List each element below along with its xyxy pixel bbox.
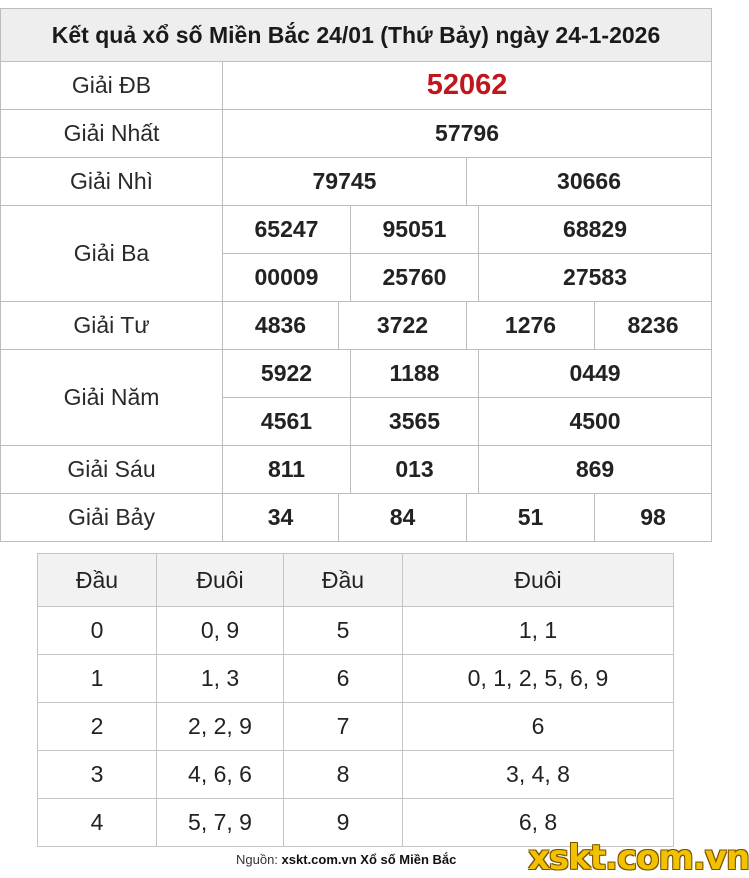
prize-number: 34 [223, 494, 339, 542]
prize-label-nhi: Giải Nhì [1, 158, 223, 206]
prize-number: 811 [223, 446, 351, 494]
duoi-cell: 2, 2, 9 [157, 703, 284, 751]
table-row [38, 607, 674, 655]
prize-number: 4500 [479, 398, 712, 446]
source-site: xskt.com.vn Xổ số Miền Bắc [281, 852, 457, 867]
prize-number: 3722 [339, 302, 467, 350]
dau-cell: 8 [284, 751, 403, 799]
dau-duoi-body [38, 607, 674, 847]
special-prize-number: 52062 [223, 62, 712, 110]
table-row [38, 655, 674, 703]
prize-row-ba [1, 206, 712, 254]
duoi-cell: 3, 4, 8 [403, 751, 674, 799]
prize-number: 4561 [223, 398, 351, 446]
duoi-cell: 6, 8 [403, 799, 674, 847]
duoi-cell: 4, 6, 6 [157, 751, 284, 799]
column-header-dau: Đầu [38, 554, 157, 607]
dau-cell: 9 [284, 799, 403, 847]
prize-row-bay [1, 494, 712, 542]
dau-cell: 5 [284, 607, 403, 655]
dau-duoi-header-row [38, 554, 674, 607]
prize-label-bay: Giải Bảy [1, 494, 223, 542]
results-table [0, 8, 712, 542]
prize-label-sau: Giải Sáu [1, 446, 223, 494]
prize-number: 27583 [479, 254, 712, 302]
dau-cell: 7 [284, 703, 403, 751]
prize-row-nam [1, 350, 712, 398]
prize-number: 30666 [467, 158, 712, 206]
dau-duoi-table [37, 553, 674, 847]
prize-row-tu [1, 302, 712, 350]
duoi-cell: 0, 9 [157, 607, 284, 655]
prize-number: 1276 [467, 302, 595, 350]
column-header-duoi: Đuôi [403, 554, 674, 607]
dau-cell: 1 [38, 655, 157, 703]
duoi-cell: 1, 1 [403, 607, 674, 655]
table-row [38, 751, 674, 799]
prize-number: 68829 [479, 206, 712, 254]
dau-cell: 3 [38, 751, 157, 799]
prize-number: 98 [595, 494, 712, 542]
column-header-duoi: Đuôi [157, 554, 284, 607]
prize-label-ba: Giải Ba [1, 206, 223, 302]
prize-number: 8236 [595, 302, 712, 350]
prize-label-nam: Giải Năm [1, 350, 223, 446]
title-row [1, 9, 712, 62]
source-prefix: Nguồn: [236, 852, 278, 867]
dau-cell: 6 [284, 655, 403, 703]
prize-number: 65247 [223, 206, 351, 254]
prize-number: 1188 [351, 350, 479, 398]
dau-cell: 0 [38, 607, 157, 655]
table-row [38, 703, 674, 751]
dau-cell: 4 [38, 799, 157, 847]
prize-row-nhat [1, 110, 712, 158]
prize-row-nhi [1, 158, 712, 206]
prize-number: 5922 [223, 350, 351, 398]
prize-number: 869 [479, 446, 712, 494]
duoi-cell: 0, 1, 2, 5, 6, 9 [403, 655, 674, 703]
prize-number: 79745 [223, 158, 467, 206]
prize-row-sau [1, 446, 712, 494]
duoi-cell: 6 [403, 703, 674, 751]
brand-logo: xskt.com.vn [528, 838, 749, 878]
prize-number: 3565 [351, 398, 479, 446]
source-credit [236, 852, 456, 867]
prize-row-db [1, 62, 712, 110]
prize-number: 013 [351, 446, 479, 494]
prize-label-tu: Giải Tư [1, 302, 223, 350]
prize-number: 95051 [351, 206, 479, 254]
column-header-dau: Đầu [284, 554, 403, 607]
prize-label-nhat: Giải Nhất [1, 110, 223, 158]
prize-label-db: Giải ĐB [1, 62, 223, 110]
prize-number: 25760 [351, 254, 479, 302]
prize-number: 0449 [479, 350, 712, 398]
prize-number: 84 [339, 494, 467, 542]
prize-number: 00009 [223, 254, 351, 302]
prize-number: 51 [467, 494, 595, 542]
prize-number: 57796 [223, 110, 712, 158]
duoi-cell: 5, 7, 9 [157, 799, 284, 847]
duoi-cell: 1, 3 [157, 655, 284, 703]
prize-number: 4836 [223, 302, 339, 350]
page-title: Kết quả xổ số Miền Bắc 24/01 (Thứ Bảy) ngày 24-1-2026 [1, 9, 712, 62]
dau-cell: 2 [38, 703, 157, 751]
